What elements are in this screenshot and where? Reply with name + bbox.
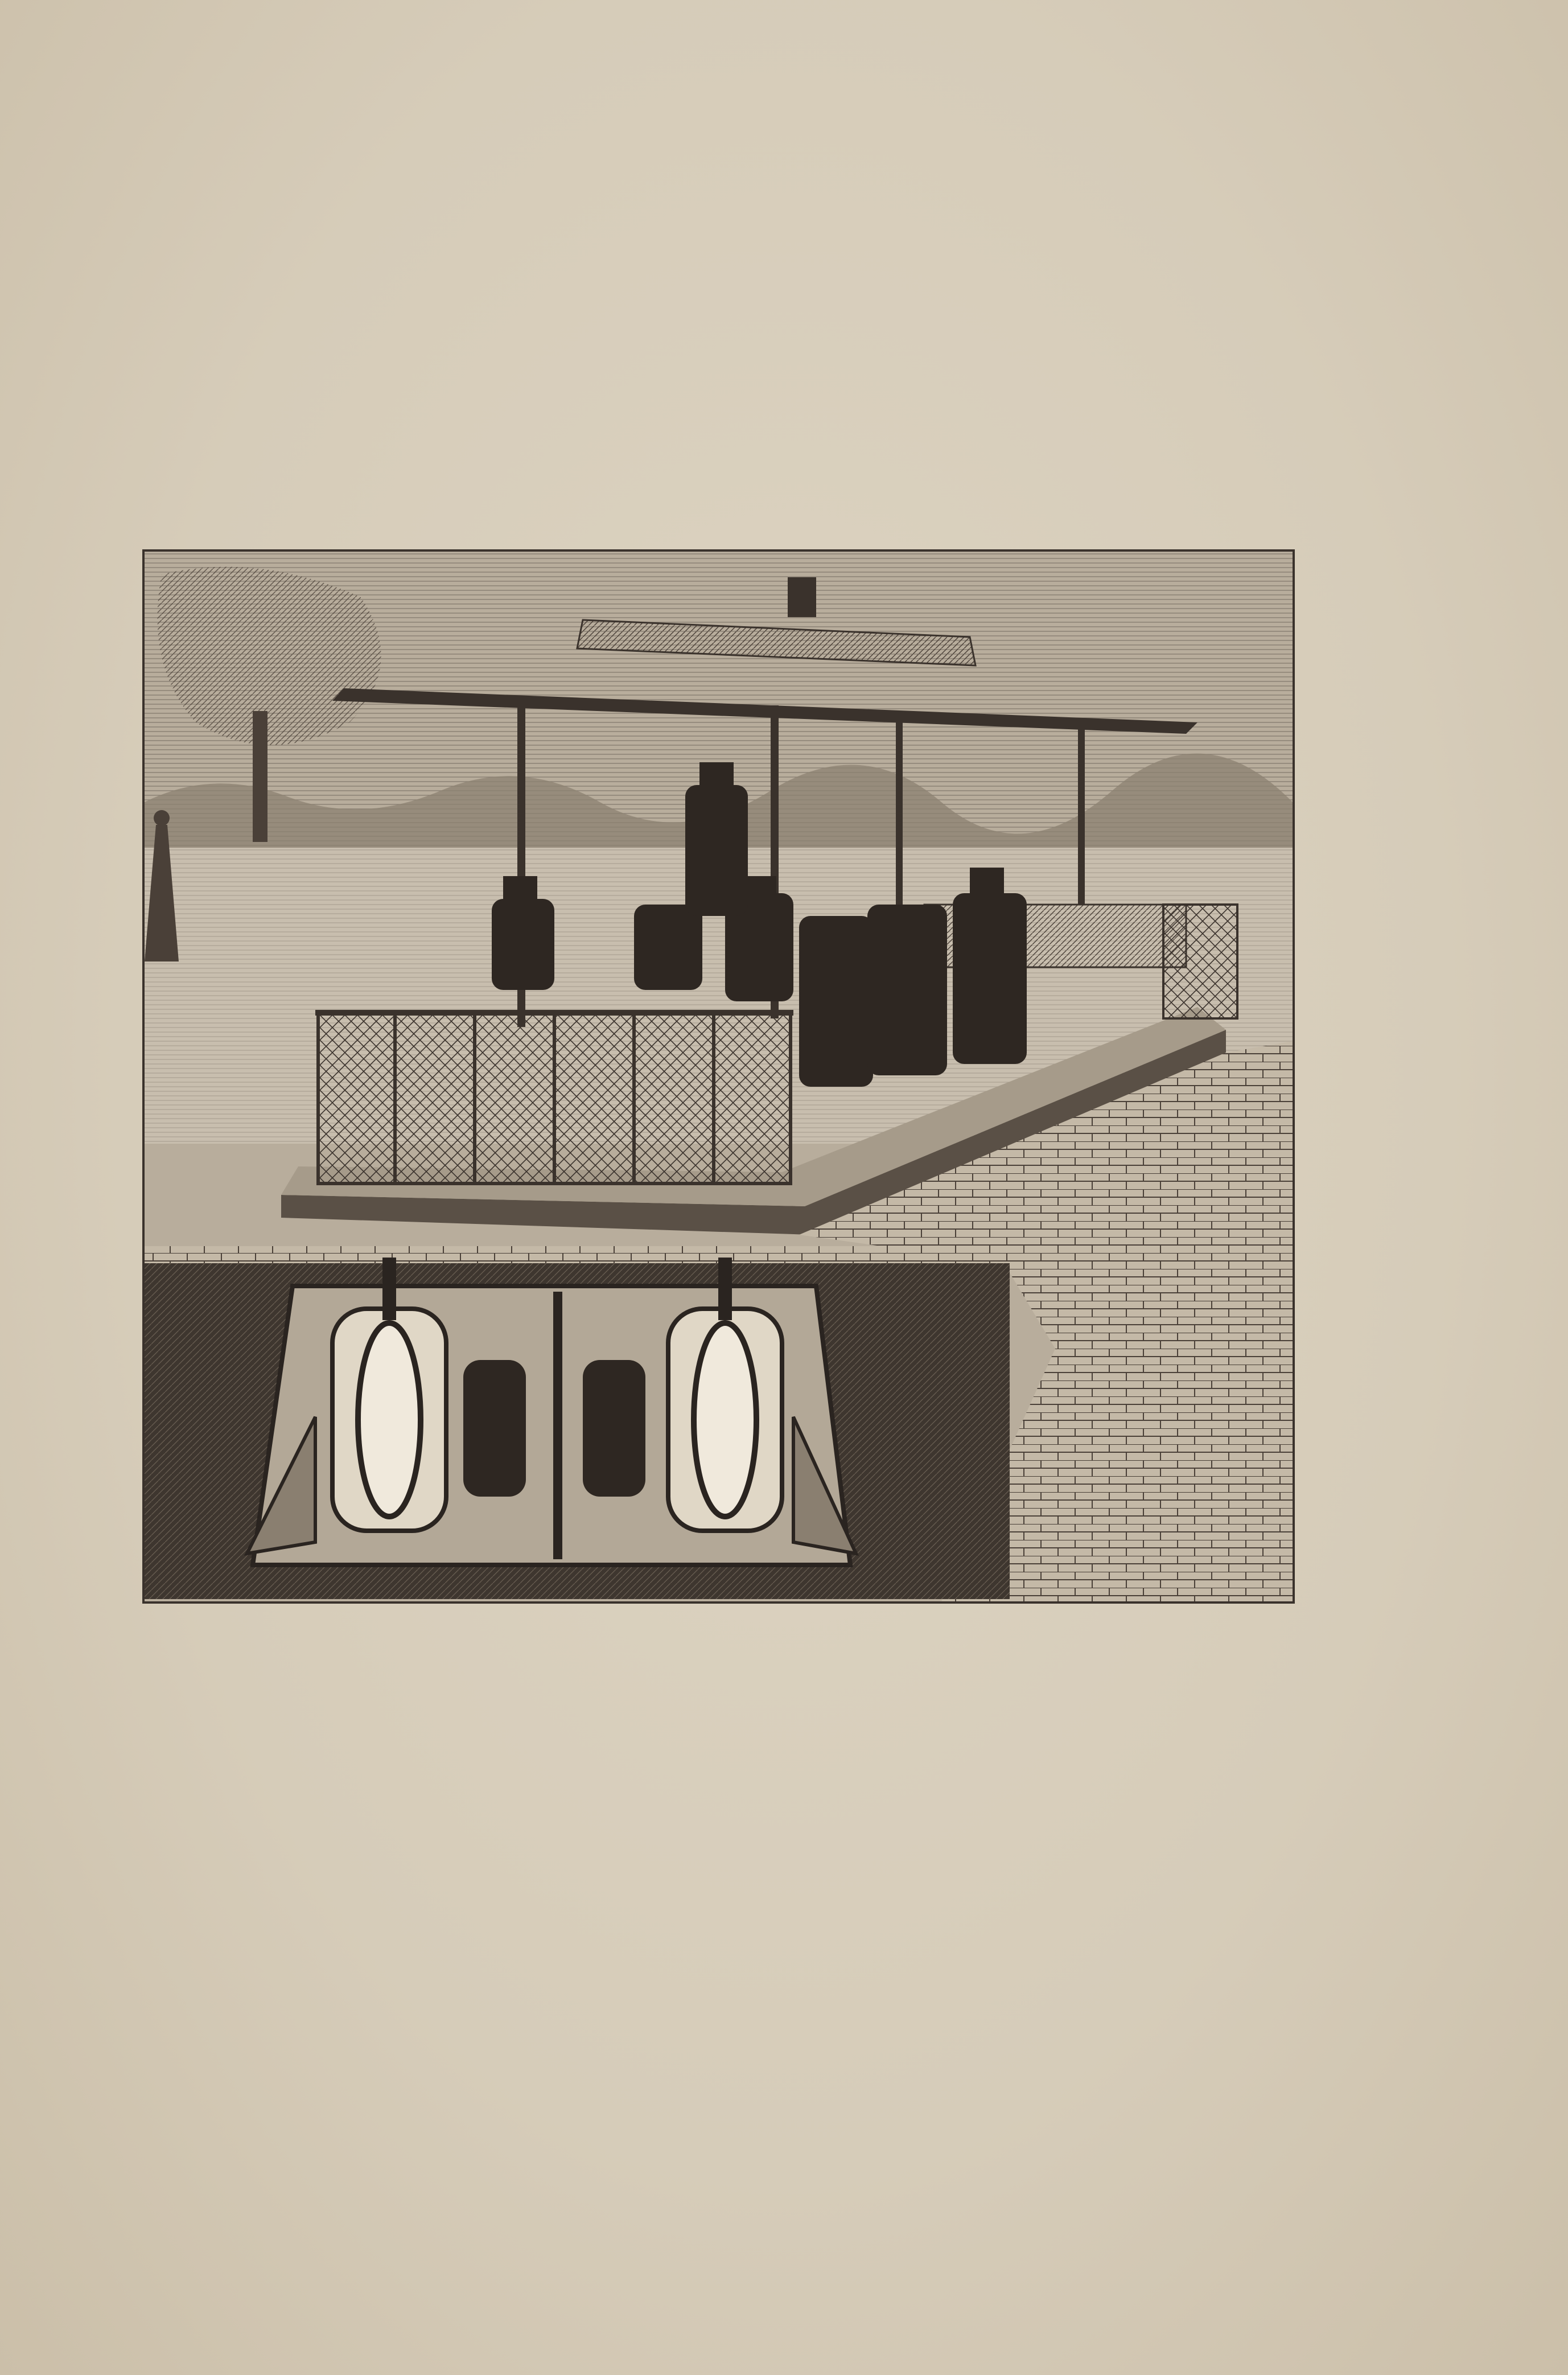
text-line [168, 1744, 1265, 1792]
page-footer [171, 2088, 1267, 2122]
text-line [168, 1695, 1265, 1744]
text-line [168, 2034, 1265, 2082]
bottom-text [168, 1695, 1265, 2082]
engraving-figure [142, 549, 1295, 1604]
text-line [168, 1937, 1265, 1986]
text-line [168, 1986, 1265, 2034]
text-line [168, 1889, 1265, 1937]
tramway-illustration [145, 552, 1293, 1601]
text-line [168, 1792, 1265, 1840]
text-line [168, 1840, 1265, 1889]
running-head [171, 200, 1264, 240]
